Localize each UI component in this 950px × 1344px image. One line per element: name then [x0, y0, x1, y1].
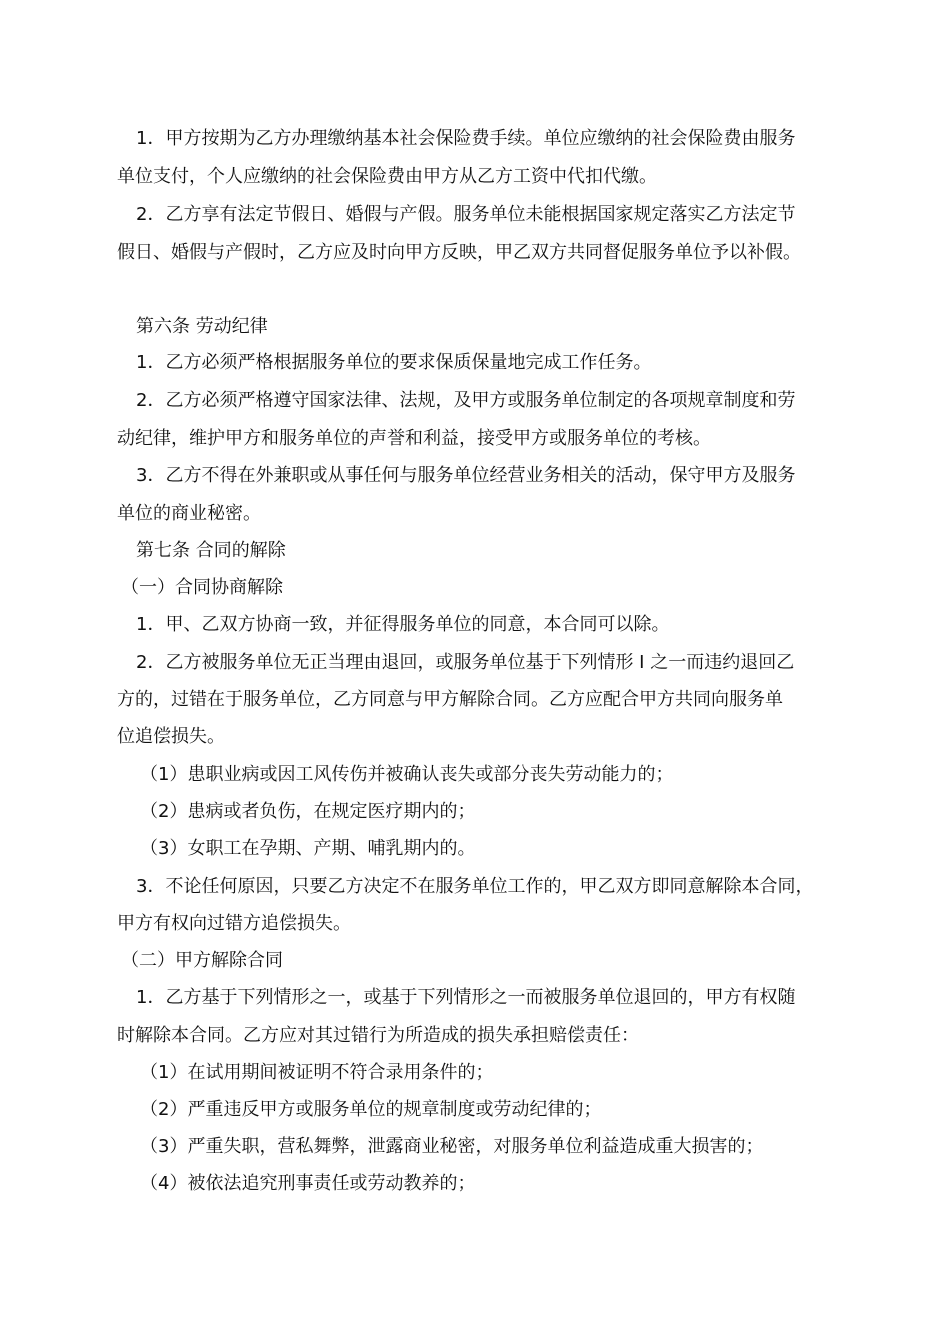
paragraph-line: 1．乙方基于下列情形之一，或基于下列情形之一而被服务单位退回的，甲方有权随: [136, 987, 796, 1008]
section-heading-article-6: 第六条 劳动纪律: [136, 316, 268, 337]
paragraph-line: 位追偿损失。: [117, 726, 225, 747]
paragraph-line: 假日、婚假与产假时，乙方应及时向甲方反映，甲乙双方共同督促服务单位予以补假。: [117, 242, 801, 263]
subsection-heading: （一）合同协商解除: [121, 577, 283, 598]
paragraph-line: 2．乙方被服务单位无正当理由退回，或服务单位基于下列情形 I 之一而违约退回乙: [136, 652, 795, 673]
list-item: （3）女职工在孕期、产期、哺乳期内的。: [140, 838, 476, 859]
subsection-heading: （二）甲方解除合同: [121, 950, 283, 971]
paragraph-line: 1．甲、乙双方协商一致，并征得服务单位的同意，本合同可以除。: [136, 614, 670, 635]
paragraph-line: 甲方有权向过错方追偿损失。: [117, 913, 351, 934]
paragraph-line: 2．乙方必须严格遵守国家法律、法规，及甲方或服务单位制定的各项规章制度和劳: [136, 390, 796, 411]
paragraph-line: 动纪律，维护甲方和服务单位的声誉和利益，接受甲方或服务单位的考核。: [117, 428, 711, 449]
paragraph-line: 单位支付，个人应缴纳的社会保险费由甲方从乙方工资中代扣代缴。: [117, 166, 657, 187]
list-item: （4）被依法追究刑事责任或劳动教养的；: [140, 1173, 476, 1194]
paragraph-line: 方的，过错在于服务单位，乙方同意与甲方解除合同。乙方应配合甲方共同向服务单: [117, 689, 783, 710]
paragraph-line: 时解除本合同。乙方应对其过错行为所造成的损失承担赔偿责任：: [117, 1025, 639, 1046]
list-item: （2）严重违反甲方或服务单位的规章制度或劳动纪律的；: [140, 1099, 602, 1120]
paragraph-line: 1．乙方必须严格根据服务单位的要求保质保量地完成工作任务。: [136, 352, 652, 373]
paragraph-line: 单位的商业秘密。: [117, 503, 261, 524]
section-heading-article-7: 第七条 合同的解除: [136, 540, 286, 561]
paragraph-line: 2．乙方享有法定节假日、婚假与产假。服务单位未能根据国家规定落实乙方法定节: [136, 204, 796, 225]
paragraph-line: 3．不论任何原因，只要乙方决定不在服务单位工作的，甲乙双方即同意解除本合同，: [136, 876, 814, 897]
paragraph-line: 1．甲方按期为乙方办理缴纳基本社会保险费手续。单位应缴纳的社会保险费由服务: [136, 128, 796, 149]
list-item: （3）严重失职，营私舞弊，泄露商业秘密，对服务单位利益造成重大损害的；: [140, 1136, 764, 1157]
paragraph-line: 3．乙方不得在外兼职或从事任何与服务单位经营业务相关的活动，保守甲方及服务: [136, 465, 796, 486]
list-item: （1）患职业病或因工风传伤并被确认丧失或部分丧失劳动能力的；: [140, 764, 674, 785]
list-item: （2）患病或者负伤，在规定医疗期内的；: [140, 801, 476, 822]
list-item: （1）在试用期间被证明不符合录用条件的；: [140, 1062, 494, 1083]
